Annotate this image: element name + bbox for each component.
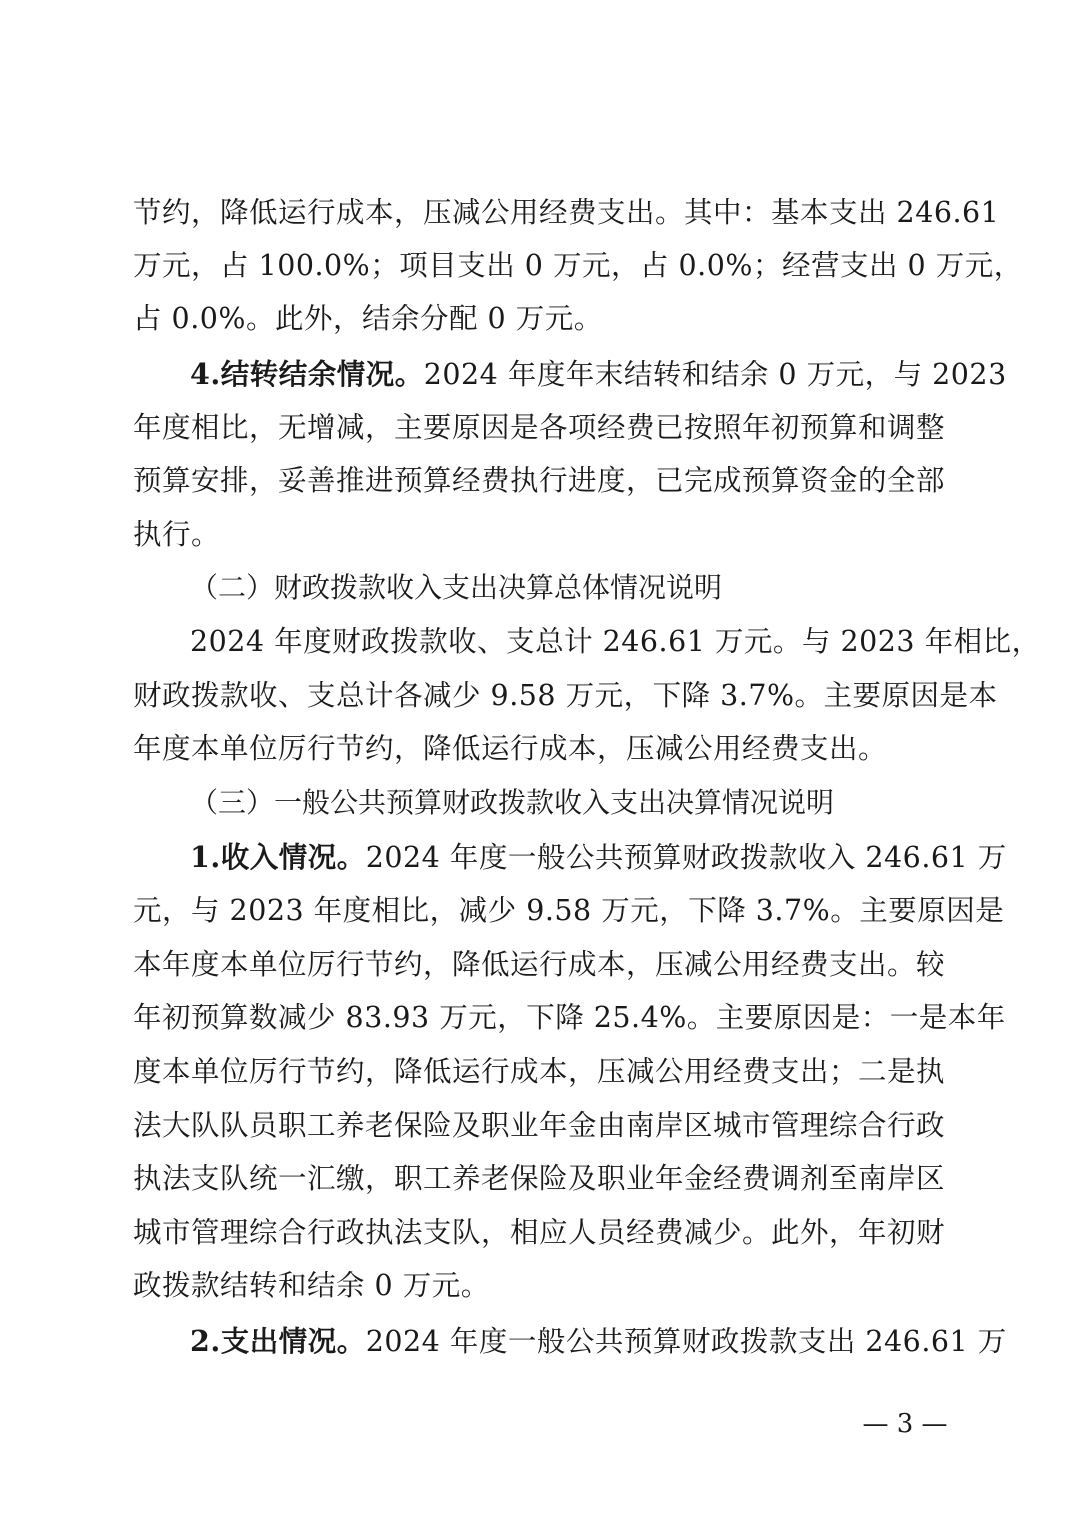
paragraph-line: 元，与 2023 年度相比，减少 9.58 万元，下降 3.7%。主要原因是: [133, 894, 1005, 927]
paragraph-line: 执行。: [133, 518, 221, 551]
paragraph-line: 政拨款结转和结余 0 万元。: [133, 1269, 490, 1302]
paragraph-line: 年度相比，无增减，主要原因是各项经费已按照年初预算和调整: [133, 411, 946, 444]
income-lead: 1.收入情况。: [190, 840, 366, 874]
paragraph-line: 预算安排，妥善推进预算经费执行进度，已完成预算资金的全部: [133, 464, 946, 497]
paragraph-line: 法大队队员职工养老保险及职业年金由南岸区城市管理综合行政: [133, 1109, 946, 1142]
paragraph-line: 节约，降低运行成本，压减公用经费支出。其中：基本支出 246.61: [133, 196, 1000, 229]
paragraph-line: 年度本单位厉行节约，降低运行成本，压减公用经费支出。: [133, 732, 888, 765]
section-heading: （三）一般公共预算财政拨款收入支出决算情况说明: [190, 786, 835, 819]
paragraph-line: 万元，占 100.0%；项目支出 0 万元，占 0.0%；经营支出 0 万元，: [133, 249, 1023, 282]
income-first-line: [190, 837, 1007, 877]
paragraph-line: 度本单位厉行节约，降低运行成本，压减公用经费支出；二是执: [133, 1055, 946, 1088]
paragraph-line: 2024 年度财政拨款收、支总计 246.61 万元。与 2023 年相比，: [190, 625, 1041, 658]
paragraph-line: 占 0.0%。此外，结余分配 0 万元。: [133, 302, 603, 335]
expense-first-line: [190, 1321, 1007, 1361]
paragraph-line: 执法支队统一汇缴，职工养老保险及职业年金经费调剂至南岸区: [133, 1162, 946, 1195]
paragraph-line: 财政拨款收、支总计各减少 9.58 万元，下降 3.7%。主要原因是本: [133, 679, 998, 712]
paragraph-line: 本年度本单位厉行节约，降低运行成本，压减公用经费支出。较: [133, 948, 946, 981]
carryover-first-rest: 2024 年度年末结转和结余 0 万元，与 2023: [423, 358, 1007, 391]
page-number: — 3 —: [862, 1409, 948, 1439]
section-heading: （二）财政拨款收入支出决算总体情况说明: [190, 571, 723, 604]
paragraph-line: 年初预算数减少 83.93 万元，下降 25.4%。主要原因是：一是本年: [133, 1001, 1006, 1034]
carryover-lead: 4.结转结余情况。: [190, 357, 424, 391]
expense-first-rest: 2024 年度一般公共预算财政拨款支出 246.61 万: [365, 1325, 1007, 1358]
income-first-rest: 2024 年度一般公共预算财政拨款收入 246.61 万: [365, 841, 1007, 874]
paragraph-line: 城市管理综合行政执法支队，相应人员经费减少。此外，年初财: [133, 1216, 946, 1249]
expense-lead: 2.支出情况。: [190, 1324, 366, 1358]
carryover-first-line: [190, 354, 1007, 394]
